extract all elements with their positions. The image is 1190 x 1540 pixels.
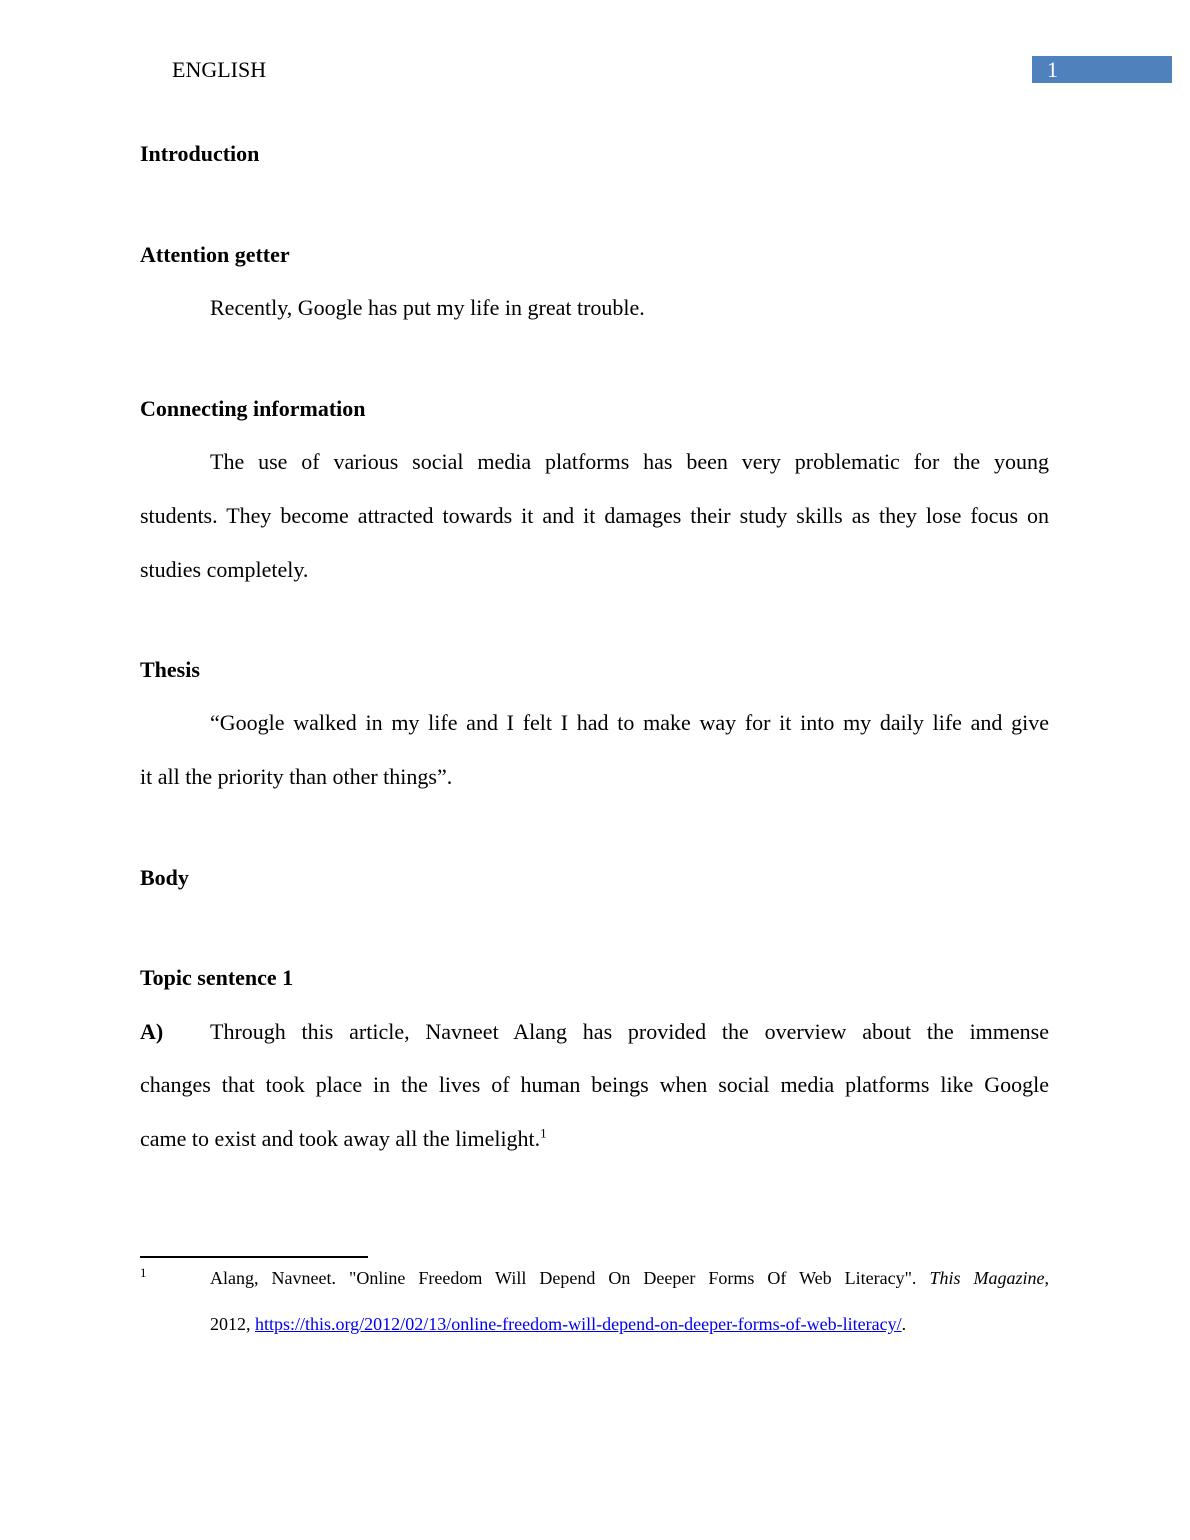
connecting-info-line-1: The use of various social media platforms has been very problematic for the young [210, 449, 1049, 474]
heading-thesis: Thesis [140, 657, 200, 682]
heading-topic-sentence-1: Topic sentence 1 [140, 965, 294, 990]
page-number: 1 [1047, 57, 1058, 82]
footnote-line-2 [210, 1313, 906, 1335]
heading-introduction: Introduction [140, 141, 260, 166]
heading-attention-getter: Attention getter [140, 242, 290, 267]
footnote-link[interactable]: https://this.org/2012/02/13/online-freedom-will-depend-on-deeper-forms-of-web-literacy/ [255, 1314, 902, 1334]
footnote-separator [140, 1256, 368, 1258]
footnote-year: 2012, [210, 1314, 255, 1334]
footnote-number: 1 [140, 1265, 147, 1280]
page-number-box [1032, 56, 1172, 83]
attention-getter-text: Recently, Google has put my life in great trouble. [210, 295, 645, 320]
footnote-comma: , [1044, 1268, 1049, 1288]
topic-item-label: A) [140, 1019, 164, 1044]
topic-line-3 [140, 1126, 547, 1152]
topic-line-3-text: came to exist and took away all the limelight. [140, 1126, 541, 1151]
footnote-line-1 [210, 1267, 1049, 1289]
footnote-period: . [901, 1314, 907, 1334]
heading-body: Body [140, 865, 189, 890]
footnote-publication: This Magazine [929, 1268, 1045, 1288]
connecting-info-line-2: students. They become attracted towards it and it damages their study skills as they lose focus on [140, 503, 1049, 528]
connecting-info-line-3: studies completely. [140, 557, 309, 582]
topic-line-1: Through this article, Navneet Alang has provided the overview about the immense [210, 1019, 1049, 1044]
thesis-line-1: “Google walked in my life and I felt I had to make way for it into my daily life and give [210, 710, 1049, 735]
footnote-citation: Alang, Navneet. "Online Freedom Will Depend On Deeper Forms Of Web Literacy". [210, 1268, 917, 1288]
running-header-title: ENGLISH [172, 57, 267, 82]
thesis-line-2: it all the priority than other things”. [140, 764, 453, 789]
topic-line-2: changes that took place in the lives of human beings when social media platforms like Google [140, 1072, 1049, 1097]
footnote-reference[interactable]: 1 [540, 1125, 547, 1141]
heading-connecting-information: Connecting information [140, 396, 366, 421]
